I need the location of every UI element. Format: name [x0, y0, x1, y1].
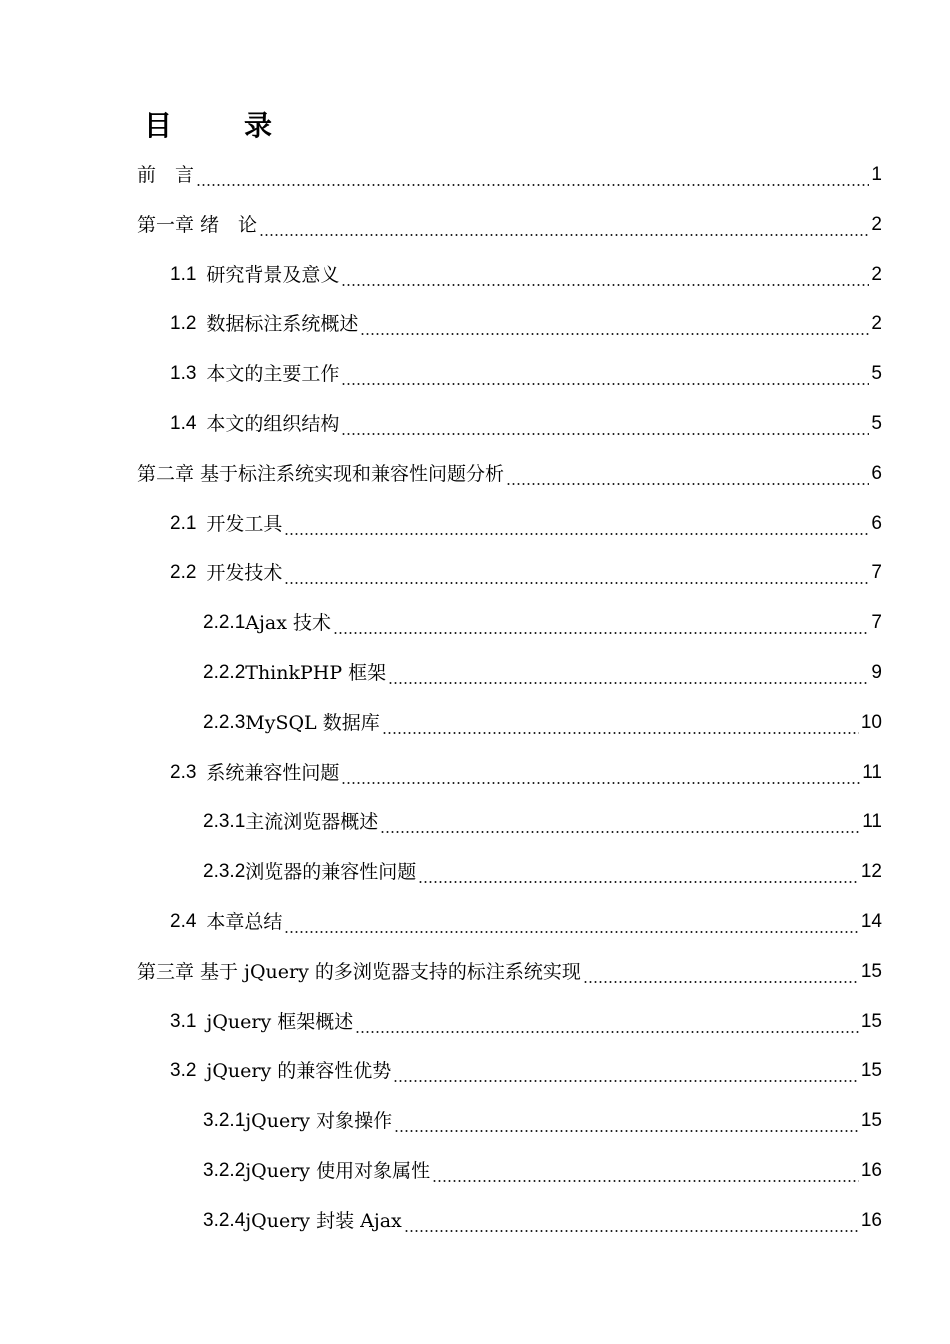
- toc-entry-page: 5: [871, 363, 882, 385]
- toc-entry[interactable]: [170, 897, 882, 947]
- toc-entry-number: 2.1: [170, 512, 197, 534]
- toc-dot-leader: [284, 913, 858, 937]
- toc-dot-leader: [341, 365, 869, 389]
- toc-entry-page: 7: [871, 562, 882, 584]
- toc-entry-title: 前 言: [137, 164, 195, 186]
- toc-entry-page: 2: [871, 213, 882, 235]
- toc-entry-title: 开发工具: [206, 512, 283, 535]
- toc-entry-page: 6: [871, 512, 882, 534]
- toc-entry[interactable]: [203, 847, 882, 897]
- toc-entry[interactable]: [203, 1146, 882, 1196]
- toc-entry-number: 第一章: [137, 213, 195, 236]
- toc-dot-leader: [341, 764, 860, 788]
- toc-entry[interactable]: [203, 598, 882, 648]
- toc-entry-title: 研究背景及意义: [206, 263, 340, 286]
- toc-entry-page: 2: [871, 263, 882, 285]
- toc-entry-title: 数据标注系统概述: [206, 313, 359, 336]
- toc-entry-number: 3.1: [170, 1010, 197, 1032]
- toc-entry[interactable]: [203, 1196, 882, 1246]
- toc-entry-number: 2.4: [170, 911, 197, 932]
- toc-entry-number: 1.1: [170, 263, 197, 285]
- toc-entry-title: Ajax 技术: [245, 612, 331, 635]
- toc-title: 目 录: [144, 109, 295, 142]
- toc-entry[interactable]: [170, 250, 882, 300]
- toc-entry-page: 15: [860, 960, 882, 982]
- toc-entry-number: 2.2: [170, 562, 197, 584]
- toc-entry[interactable]: [137, 449, 882, 499]
- toc-dot-leader: [196, 166, 869, 190]
- toc-entry-page: 5: [871, 413, 882, 434]
- toc-entry[interactable]: [170, 349, 882, 399]
- toc-dot-leader: [355, 1013, 859, 1037]
- toc-entry-title: 主流浏览器概述: [245, 811, 379, 834]
- toc-entry[interactable]: [170, 548, 882, 598]
- toc-entry-page: 6: [871, 462, 882, 484]
- toc-entry-page: 15: [860, 1010, 882, 1032]
- toc-entry[interactable]: [203, 1096, 882, 1146]
- toc-entry-title: jQuery 框架概述: [206, 1010, 354, 1033]
- toc-dot-leader: [506, 465, 869, 489]
- toc-entry-title: 绪 论: [200, 213, 258, 236]
- toc-entry-number: 3.2.2: [203, 1160, 246, 1181]
- toc-dot-leader: [259, 216, 869, 240]
- toc-entry-page: 2: [871, 313, 882, 335]
- toc-entry[interactable]: [170, 748, 882, 798]
- toc-entry-number: 第二章: [137, 462, 195, 485]
- toc-dot-leader: [284, 564, 869, 588]
- toc-entry-number: 2.2.2: [203, 662, 246, 683]
- toc-entry[interactable]: [137, 947, 882, 997]
- toc-dot-leader: [382, 714, 859, 738]
- toc-entry-page: 9: [871, 662, 882, 683]
- toc-dot-leader: [341, 266, 869, 290]
- toc-entry-title: 基于标注系统实现和兼容性问题分析: [200, 462, 505, 485]
- toc-entry-page: 14: [860, 911, 882, 932]
- toc-entry-number: 2.3.2: [203, 861, 246, 883]
- toc-entry-number: 2.2.3: [203, 711, 246, 733]
- toc-dot-leader: [432, 1162, 859, 1186]
- toc-entry-title: ThinkPHP 框架: [245, 662, 387, 684]
- toc-entry-title: jQuery 封装 Ajax: [245, 1209, 402, 1232]
- toc-dot-leader: [360, 315, 869, 339]
- toc-entry-title: 本章总结: [206, 911, 283, 933]
- toc-entry-title: MySQL 数据库: [245, 711, 380, 734]
- toc-entry[interactable]: [137, 150, 882, 200]
- toc-entry-title: jQuery 对象操作: [245, 1110, 393, 1133]
- toc-dot-leader: [393, 1062, 859, 1086]
- toc-entry[interactable]: [170, 399, 882, 449]
- toc-entry-number: 2.3.1: [203, 811, 246, 833]
- toc-entry-title: 本文的组织结构: [206, 413, 340, 435]
- toc-entry-number: 3.2: [170, 1060, 197, 1082]
- toc-entry-title: jQuery 使用对象属性: [245, 1160, 431, 1182]
- toc-entry-page: 16: [860, 1160, 882, 1181]
- toc-dot-leader: [404, 1212, 859, 1236]
- toc-entry-title: 浏览器的兼容性问题: [245, 861, 417, 884]
- toc-entry-page: 16: [860, 1209, 882, 1231]
- toc-entry-number: 2.3: [170, 761, 197, 783]
- toc-entry-title: 开发技术: [206, 562, 283, 585]
- toc-entry-page: 11: [862, 761, 882, 783]
- toc-entry-page: 7: [871, 612, 882, 634]
- toc-dot-leader: [583, 963, 859, 987]
- toc-entry-page: 15: [860, 1110, 882, 1132]
- toc-dot-leader: [394, 1112, 859, 1136]
- toc-entry[interactable]: [203, 648, 882, 698]
- toc-dot-leader: [284, 515, 869, 539]
- toc-entry-number: 1.3: [170, 363, 197, 385]
- toc-dot-leader: [333, 614, 869, 638]
- toc-entry[interactable]: [203, 797, 882, 847]
- toc-dot-leader: [341, 415, 869, 439]
- toc-entry-page: 15: [860, 1060, 882, 1082]
- toc-entry[interactable]: [170, 499, 882, 549]
- toc-entry[interactable]: [170, 1046, 882, 1096]
- toc-dot-leader: [418, 863, 859, 887]
- toc-entry[interactable]: [137, 200, 882, 250]
- toc-entry[interactable]: [170, 997, 882, 1047]
- toc-entry-number: 3.2.1: [203, 1110, 246, 1132]
- toc-entry-title: 基于 jQuery 的多浏览器支持的标注系统实现: [200, 960, 581, 983]
- toc-entry-title: 本文的主要工作: [206, 363, 340, 386]
- toc-entry-title: 系统兼容性问题: [206, 761, 340, 784]
- toc-entry-page: 1: [871, 164, 882, 185]
- toc-entry-title: jQuery 的兼容性优势: [206, 1060, 392, 1083]
- toc-entry-page: 10: [860, 711, 882, 733]
- toc-entry-number: 2.2.1: [203, 612, 246, 634]
- toc-entry-page: 11: [862, 811, 882, 833]
- toc-entry-number: 第三章: [137, 960, 195, 983]
- toc-dot-leader: [388, 664, 869, 688]
- toc-entry[interactable]: [203, 698, 882, 748]
- toc-entry-page: 12: [860, 861, 882, 883]
- toc-entry[interactable]: [170, 299, 882, 349]
- toc-entry-number: 1.2: [170, 313, 197, 335]
- toc-entry-number: 3.2.4: [203, 1209, 246, 1231]
- toc-entry-number: 1.4: [170, 413, 197, 434]
- toc-dot-leader: [380, 813, 860, 837]
